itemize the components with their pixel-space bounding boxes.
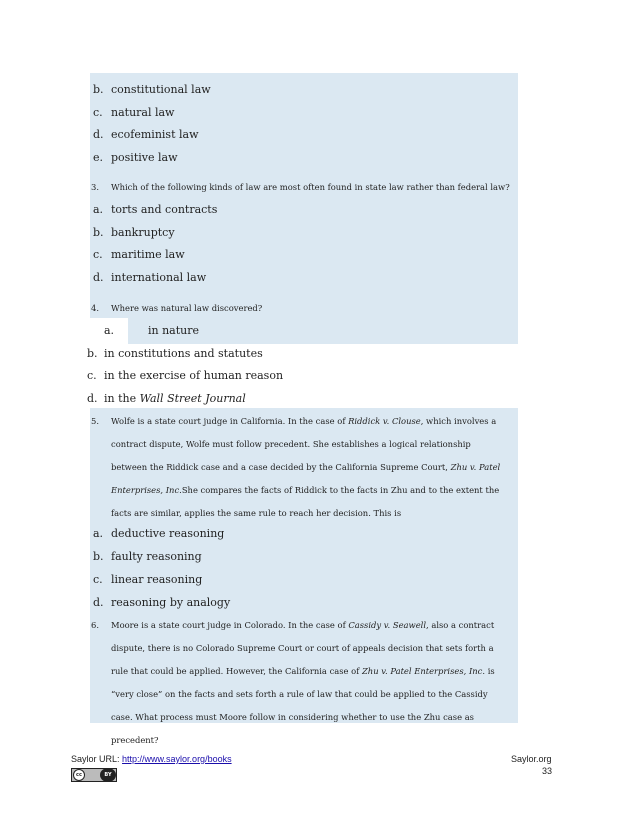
list-item: c. natural law <box>93 106 175 119</box>
saylor-books-link[interactable]: http://www.saylor.org/books <box>122 754 232 764</box>
list-item: a. torts and contracts <box>93 203 218 216</box>
list-item: e. positive law <box>93 151 178 164</box>
list-item: b. constitutional law <box>93 83 211 96</box>
list-item: b. in constitutions and statutes <box>87 347 263 360</box>
footer-url: Saylor URL: http://www.saylor.org/books <box>71 754 232 764</box>
page-number: 33 <box>542 766 553 776</box>
footer-site: Saylor.org <box>511 754 552 764</box>
list-item: c. linear reasoning <box>93 573 203 586</box>
list-item: a. deductive reasoning <box>93 527 225 540</box>
list-item: b. bankruptcy <box>93 226 175 239</box>
list-item: c. maritime law <box>93 248 185 261</box>
list-item: b. faulty reasoning <box>93 550 202 563</box>
list-item: d. reasoning by analogy <box>93 596 231 609</box>
list-item: d. in the Wall Street Journal <box>87 392 246 405</box>
list-item: d. ecofeminist law <box>93 128 199 141</box>
creative-commons-badge-icon: cc BY NC SA <box>71 768 117 782</box>
list-item: a. in nature <box>104 324 200 337</box>
list-item: d. international law <box>93 271 207 284</box>
list-item: c. in the exercise of human reason <box>87 369 284 382</box>
